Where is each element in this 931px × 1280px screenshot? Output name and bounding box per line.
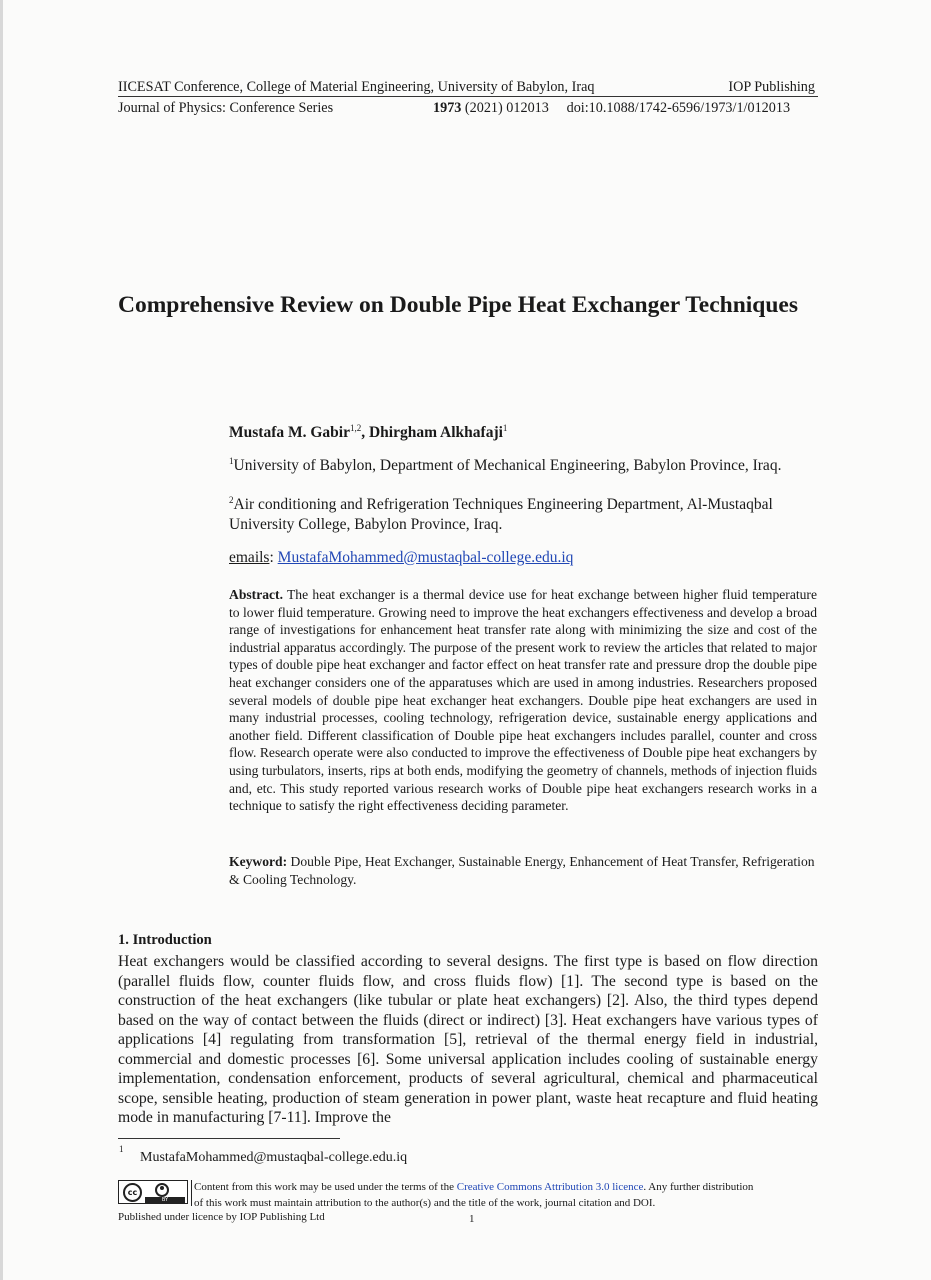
license-link[interactable]: Creative Commons Attribution 3.0 licence [456,1181,644,1193]
keywords [229,853,819,888]
email-link[interactable]: MustafaMohammed@mustaqbal-college.edu.iq [277,549,574,566]
cc-by-logo [118,1180,188,1204]
affiliation-text-1: University of Babylon, Department of Mechanical Engineering, Babylon Province, Iraq. [233,457,782,474]
author-sup-1: 1,2 [349,423,362,433]
header-journal: Journal of Physics: Conference Series [118,100,334,116]
footnote-text: MustafaMohammed@mustaqbal-college.edu.iq [140,1150,408,1165]
affiliation-2 [229,490,819,535]
emails-colon: : [269,549,278,566]
emails-label: emails [229,549,270,566]
author-list [229,423,507,442]
cc-icon: cc [123,1183,142,1202]
header-publisher: IOP Publishing [728,79,815,95]
header-rule [118,96,818,97]
header-doi: doi:10.1088/1742-6596/1973/1/012013 [566,100,791,116]
license-line-1-post: . Any further distribution [643,1181,754,1193]
by-label: BY [145,1197,185,1203]
introduction-paragraph: Heat exchangers would be classified according to several designs. The first type is based on flow direction (parallel fluids flow, counter fluids flow, and cross fluids flow) [1]. The second type is based on the construction of the heat exchangers (like tubular or plate heat exchangers) [2]. Also, the third types depend based on the way of contact between the fluids (direct or indirect) [3]. Heat exchangers have various types of applications [4] regulating from transformation [5], retrieval of the thermal energy field in industrial, commercial and domestic processes [6]. Some universal application includes cooling of sustainable energy implementation, condensation enforcement, products of several agricultural, chemical and pharmaceutical scope, sensible heating, production of steam generation in power plant, waste heat recapture and fluid heating mode in manufacturing [7-11]. Improve the [118,953,818,1126]
license-line-1-pre: Content from this work may be used under the terms of the [194,1181,457,1193]
abstract-text: The heat exchanger is a thermal device use for heat exchange between higher fluid temperature to lower fluid temperature. Growing need to improve the heat exchangers effectiveness and develop a broad range of investigations for enhancement heat transfer rate along with minimizing the size and cost of the industrial apparatus accordingly. The purpose of the present work to review the articles that related to major types of double pipe heat exchanger and factor effect on heat transfer rate and pressure drop the double pipe heat exchanger considers one of the apparatuses which are used in among industries. Researchers proposed several models of double pipe heat exchanger heat exchangers. Double pipe heat exchangers are used in many industrial processes, cooling technology, refrigeration device, sustainable energy applications and another field. Different classification of Double pipe heat exchangers includes parallel, counter and cross flow. Research operate were also conducted to improve the effectiveness of Double pipe heat exchangers by using turbulators, inserts, rips at both ends, modifying the geometry of channels, methods of injection fluids and, etc. This study reported various research works of Double pipe heat exchangers research works in a technique to satisfy the right effectiveness deciding parameter. [229,587,817,814]
abstract-label: Abstract. [229,587,283,602]
attribution-person-icon [155,1183,169,1197]
page-number: 1 [469,1213,475,1225]
author-sup-2: 1 [502,423,508,433]
license-line-1 [194,1180,753,1194]
header-volume: 1973 [433,100,462,116]
header-citation [433,99,790,117]
affiliation-text-2: Air conditioning and Refrigeration Techniques Engineering Department, Al-Mustaqbal University College, Babylon Province, Iraq. [229,496,773,533]
emails-line [229,549,573,567]
abstract [229,586,817,815]
affiliation-sup-1: 1 [229,456,234,466]
author-name-1: Mustafa M. Gabir [229,424,350,441]
published-under-licence: Published under licence by IOP Publishing Ltd [118,1211,325,1223]
keywords-text: Double Pipe, Heat Exchanger, Sustainable Energy, Enhancement of Heat Transfer, Refrigeration & Cooling Technology. [229,854,815,887]
paper-title: Comprehensive Review on Double Pipe Heat Exchanger Techniques [118,292,799,318]
header-issue: (2021) 012013 [464,100,549,116]
footnote-number: 1 [119,1144,124,1154]
keywords-label: Keyword: [229,854,288,869]
affiliation-sup-2: 2 [229,495,234,505]
license-line-2: of this work must maintain attribution to the author(s) and the title of the work, journal citation and DOI. [194,1197,656,1209]
license-divider [191,1180,192,1206]
author-name-2: Dhirgham Alkhafaji [368,424,503,441]
affiliation-1 [229,451,819,476]
header-conference: IICESAT Conference, College of Material Engineering, University of Babylon, Iraq [118,79,595,95]
author-separator: , [361,424,369,441]
footnote-rule [118,1138,340,1139]
section-heading-introduction: 1. Introduction [118,932,212,948]
